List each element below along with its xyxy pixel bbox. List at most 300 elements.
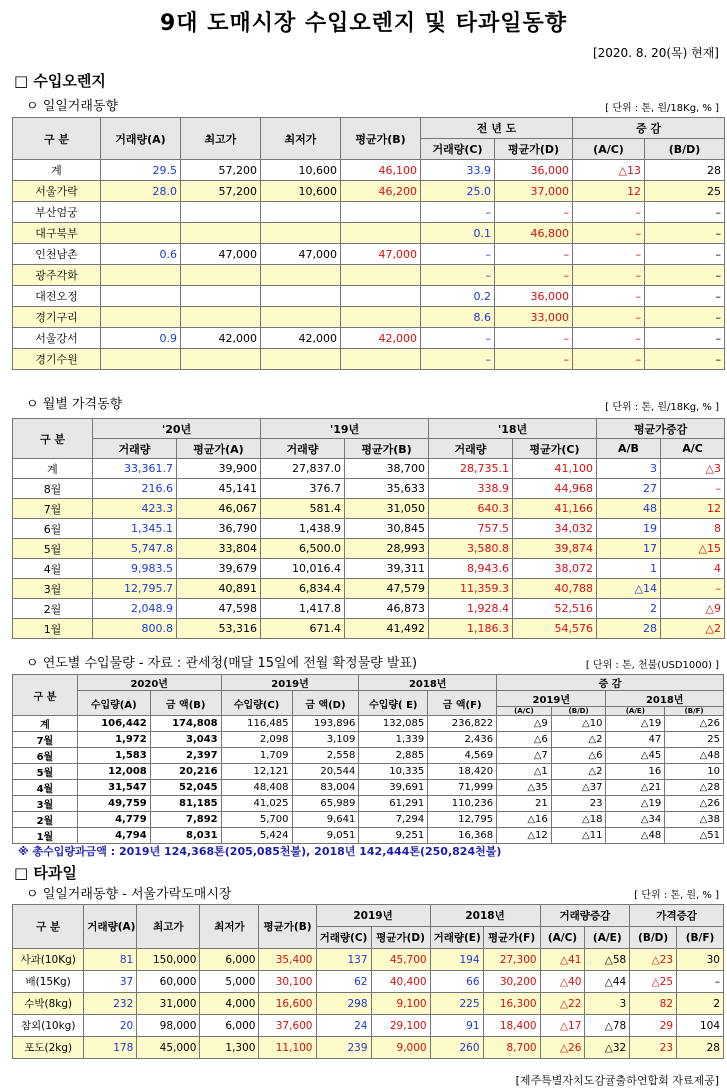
volume-2018: 640.3 — [429, 499, 513, 519]
prev-avg-d: – — [495, 244, 573, 265]
other-fruit-table — [12, 904, 724, 1059]
header-prev-volume: 거래량(C) — [421, 139, 495, 160]
amount-2019: 2,558 — [292, 748, 359, 764]
change-bd: △11 — [551, 828, 606, 844]
month-label: 5월 — [13, 539, 93, 559]
change-ac: – — [573, 286, 645, 307]
month-label: 6월 — [13, 748, 78, 764]
header-ac: (A/C) — [573, 139, 645, 160]
avg-price-b — [341, 307, 421, 328]
change-ac: △9 — [497, 716, 552, 732]
month-label: 7월 — [13, 499, 93, 519]
volume-2018: 3,580.8 — [429, 539, 513, 559]
change-bf: △26 — [665, 796, 724, 812]
change-bf: 25 — [665, 732, 724, 748]
max-price — [181, 223, 261, 244]
change-ab: 19 — [597, 519, 661, 539]
avg-price-2019: 31,050 — [345, 499, 429, 519]
data-source: [제주특별자치도감귤출하연합회 자료제공] — [515, 1074, 719, 1087]
change-bf: 30 — [677, 949, 724, 971]
amount-2019: 65,989 — [292, 796, 359, 812]
table-row — [13, 828, 724, 844]
market-name: 인천남촌 — [13, 244, 101, 265]
avg-price-b — [341, 349, 421, 370]
change-ac: – — [573, 307, 645, 328]
change-ac: △9 — [661, 599, 725, 619]
table-row — [13, 244, 725, 265]
volume-2019: 24 — [316, 1015, 371, 1037]
avg-price-2019: 30,845 — [345, 519, 429, 539]
header-volume-change: 거래량증감 — [540, 905, 630, 927]
amount-2020: 174,808 — [150, 716, 221, 732]
change-ac: – — [573, 328, 645, 349]
change-bf: – — [677, 971, 724, 993]
header-ae: (A/E) — [606, 707, 665, 716]
change-bf: △26 — [665, 716, 724, 732]
header-max-price: 최고가 — [181, 118, 261, 160]
header-volume: 거래량 — [429, 439, 513, 459]
volume-2019: 137 — [316, 949, 371, 971]
header-2018: 2018년 — [430, 905, 540, 927]
min-price — [261, 202, 341, 223]
prev-avg-d: 36,000 — [495, 160, 573, 181]
month-label: 8월 — [13, 479, 93, 499]
amount-2019: 20,544 — [292, 764, 359, 780]
avg-price-2020: 40,891 — [177, 579, 261, 599]
avg-price-2019: 46,873 — [345, 599, 429, 619]
table-row — [13, 559, 725, 579]
change-bd: – — [645, 202, 725, 223]
month-label: 4월 — [13, 559, 93, 579]
change-bd: 23 — [630, 1037, 677, 1059]
avg-price-2018: 40,788 — [513, 579, 597, 599]
volume-a: 0.6 — [101, 244, 181, 265]
prev-volume-c: – — [421, 349, 495, 370]
qty-2018: 10,335 — [359, 764, 428, 780]
table-row — [13, 993, 724, 1015]
table-row — [13, 949, 724, 971]
volume-2020: 5,747.8 — [93, 539, 177, 559]
table-row — [13, 748, 724, 764]
volume-2019: 239 — [316, 1037, 371, 1059]
table-row — [13, 286, 725, 307]
amount-2019: 83,004 — [292, 780, 359, 796]
header-avg-price: 평균가(B) — [259, 905, 316, 949]
min-price: 1,300 — [200, 1037, 259, 1059]
volume-2020: 2,048.9 — [93, 599, 177, 619]
volume-2020: 423.3 — [93, 499, 177, 519]
section-import-orange: □ 수입오렌지 — [14, 72, 106, 90]
amount-2020: 20,216 — [150, 764, 221, 780]
qty-2019: 41,025 — [221, 796, 292, 812]
header-change-2018: 2018년 — [606, 691, 724, 707]
header-ac: (A/C) — [497, 707, 552, 716]
avg-price-2020: 36,790 — [177, 519, 261, 539]
change-ae: △32 — [585, 1037, 630, 1059]
avg-price-b: 16,600 — [259, 993, 316, 1015]
change-ac: △40 — [540, 971, 585, 993]
avg-price-b — [341, 286, 421, 307]
header-ab: A/B — [597, 439, 661, 459]
change-ab: 48 — [597, 499, 661, 519]
change-ac: △22 — [540, 993, 585, 1015]
prev-avg-d: – — [495, 349, 573, 370]
volume-a: 37 — [84, 971, 137, 993]
change-ab: 17 — [597, 539, 661, 559]
header-qty-e: 수입량( E) — [359, 691, 428, 716]
change-ac: △15 — [661, 539, 725, 559]
min-price: 5,000 — [200, 971, 259, 993]
header-ac: (A/C) — [540, 927, 585, 949]
qty-2019: 5,424 — [221, 828, 292, 844]
avg-price-2018: 44,968 — [513, 479, 597, 499]
header-bf: (B/F) — [665, 707, 724, 716]
volume-2018: 225 — [430, 993, 483, 1015]
change-ac: – — [573, 349, 645, 370]
prev-volume-c: – — [421, 244, 495, 265]
table-row — [13, 732, 724, 748]
change-bd: – — [645, 223, 725, 244]
avg-price-2019: 45,700 — [371, 949, 430, 971]
avg-price-b — [341, 223, 421, 244]
table-row — [13, 265, 725, 286]
change-bd: – — [645, 286, 725, 307]
change-ac: △35 — [497, 780, 552, 796]
max-price — [181, 286, 261, 307]
min-price: 10,600 — [261, 160, 341, 181]
avg-price-2018: 30,200 — [483, 971, 540, 993]
change-ae: 47 — [606, 732, 665, 748]
prev-volume-c: 33.9 — [421, 160, 495, 181]
volume-2020: 9,983.5 — [93, 559, 177, 579]
header-avg-d: 평균가(D) — [371, 927, 430, 949]
header-amt-f: 금 액(F) — [428, 691, 497, 716]
table-row — [13, 160, 725, 181]
fruit-name: 수박(8kg) — [13, 993, 84, 1015]
volume-a — [101, 349, 181, 370]
avg-price-2019: 29,100 — [371, 1015, 430, 1037]
volume-2018: 1,186.3 — [429, 619, 513, 639]
qty-2019: 2,098 — [221, 732, 292, 748]
import-volume-table — [12, 674, 724, 844]
change-ac: – — [661, 479, 725, 499]
header-amt-d: 금 액(D) — [292, 691, 359, 716]
change-bd: – — [645, 328, 725, 349]
month-label: 1월 — [13, 828, 78, 844]
header-prev-avg: 평균가(D) — [495, 139, 573, 160]
min-price: 4,000 — [200, 993, 259, 1015]
volume-a: 29.5 — [101, 160, 181, 181]
volume-2019: 10,016.4 — [261, 559, 345, 579]
change-bd: △25 — [630, 971, 677, 993]
volume-2019: 1,438.9 — [261, 519, 345, 539]
volume-2019: 298 — [316, 993, 371, 1015]
min-price — [261, 265, 341, 286]
min-price: 6,000 — [200, 949, 259, 971]
table-row — [13, 519, 725, 539]
avg-price-2018: 34,032 — [513, 519, 597, 539]
change-ae: 16 — [606, 764, 665, 780]
avg-price-2019: 47,579 — [345, 579, 429, 599]
avg-price-2018: 52,516 — [513, 599, 597, 619]
change-ac: △3 — [661, 459, 725, 479]
change-ae: △58 — [585, 949, 630, 971]
header-2020: 2020년 — [77, 675, 221, 691]
avg-price-2018: 41,100 — [513, 459, 597, 479]
avg-price-2019: 9,100 — [371, 993, 430, 1015]
avg-price-2019: 9,000 — [371, 1037, 430, 1059]
amount-2020: 81,185 — [150, 796, 221, 812]
market-name: 서울강서 — [13, 328, 101, 349]
change-ac: 21 — [497, 796, 552, 812]
qty-2019: 12,121 — [221, 764, 292, 780]
prev-volume-c: – — [421, 265, 495, 286]
fruit-name: 배(15Kg) — [13, 971, 84, 993]
monthly-unit: [ 단위 : 톤, 원/18Kg, % ] — [605, 402, 719, 413]
header-gubun: 구 분 — [13, 905, 84, 949]
qty-2018: 9,251 — [359, 828, 428, 844]
change-bf: △38 — [665, 812, 724, 828]
amount-2018: 110,236 — [428, 796, 497, 812]
daily-trade-table — [12, 117, 725, 370]
change-bf: 10 — [665, 764, 724, 780]
change-ac: △17 — [540, 1015, 585, 1037]
table-row — [13, 307, 725, 328]
monthly-price-table — [12, 418, 725, 639]
change-bf: △48 — [665, 748, 724, 764]
change-bd: – — [645, 265, 725, 286]
table-row — [13, 619, 725, 639]
avg-price-2019: 40,400 — [371, 971, 430, 993]
table-row — [13, 499, 725, 519]
table-row — [13, 539, 725, 559]
header-avg-f: 평균가(F) — [483, 927, 540, 949]
import-subtitle: ㅇ 연도별 수입물량 - 자료 : 관세청(매달 15일에 전월 확정물량 발표) — [26, 656, 418, 671]
change-ac: △7 — [497, 748, 552, 764]
change-ac: – — [573, 223, 645, 244]
avg-price-b: 37,600 — [259, 1015, 316, 1037]
avg-price-2018: 18,400 — [483, 1015, 540, 1037]
change-ae: △21 — [606, 780, 665, 796]
volume-a — [101, 286, 181, 307]
volume-a — [101, 307, 181, 328]
volume-2019: 6,834.4 — [261, 579, 345, 599]
qty-2019: 116,485 — [221, 716, 292, 732]
avg-price-b: 47,000 — [341, 244, 421, 265]
table-row — [13, 796, 724, 812]
amount-2020: 3,043 — [150, 732, 221, 748]
change-bd: △23 — [630, 949, 677, 971]
header-min-price: 최저가 — [261, 118, 341, 160]
table-row — [13, 971, 724, 993]
qty-2020: 12,008 — [77, 764, 150, 780]
prev-volume-c: 8.6 — [421, 307, 495, 328]
prev-avg-d: 46,800 — [495, 223, 573, 244]
table-row — [13, 223, 725, 244]
header-avg-b: 평균가(B) — [345, 439, 429, 459]
table-row — [13, 349, 725, 370]
month-label: 계 — [13, 459, 93, 479]
table-row — [13, 202, 725, 223]
month-label: 6월 — [13, 519, 93, 539]
max-price: 150,000 — [137, 949, 200, 971]
max-price: 42,000 — [181, 328, 261, 349]
header-gubun: 구 분 — [13, 675, 78, 716]
prev-volume-c: – — [421, 328, 495, 349]
qty-2020: 49,759 — [77, 796, 150, 812]
change-bf: 2 — [677, 993, 724, 1015]
header-avg-change: 평균가증감 — [597, 419, 725, 439]
avg-price-2019: 39,311 — [345, 559, 429, 579]
qty-2019: 48,408 — [221, 780, 292, 796]
header-2018: '18년 — [429, 419, 597, 439]
amount-2018: 18,420 — [428, 764, 497, 780]
market-name: 서울가락 — [13, 181, 101, 202]
header-change: 증 감 — [573, 118, 725, 139]
table-row — [13, 812, 724, 828]
fruit-name: 포도(2kg) — [13, 1037, 84, 1059]
avg-price-2018: 38,072 — [513, 559, 597, 579]
volume-a: 20 — [84, 1015, 137, 1037]
volume-2018: 757.5 — [429, 519, 513, 539]
max-price — [181, 307, 261, 328]
table-row — [13, 1015, 724, 1037]
qty-2020: 4,794 — [77, 828, 150, 844]
volume-2018: 66 — [430, 971, 483, 993]
amount-2018: 71,999 — [428, 780, 497, 796]
qty-2020: 1,972 — [77, 732, 150, 748]
min-price — [261, 307, 341, 328]
change-ae: △44 — [585, 971, 630, 993]
header-2019: 2019년 — [221, 675, 359, 691]
min-price — [261, 349, 341, 370]
amount-2018: 16,368 — [428, 828, 497, 844]
volume-2019: 581.4 — [261, 499, 345, 519]
change-ac: – — [573, 202, 645, 223]
page-title: 9대 도매시장 수입오렌지 및 타과일동향 — [160, 11, 567, 36]
max-price: 57,200 — [181, 160, 261, 181]
header-bd: (B/D) — [630, 927, 677, 949]
prev-avg-d: – — [495, 202, 573, 223]
volume-2020: 33,361.7 — [93, 459, 177, 479]
change-bd: – — [645, 307, 725, 328]
header-avg-c: 평균가(C) — [513, 439, 597, 459]
change-bd: – — [645, 244, 725, 265]
change-ae: △45 — [606, 748, 665, 764]
avg-price-2018: 41,166 — [513, 499, 597, 519]
volume-2020: 12,795.7 — [93, 579, 177, 599]
change-ac: – — [661, 579, 725, 599]
month-label: 계 — [13, 716, 78, 732]
header-ac: A/C — [661, 439, 725, 459]
change-ac: △2 — [661, 619, 725, 639]
avg-price-2019: 35,633 — [345, 479, 429, 499]
change-bd: 29 — [630, 1015, 677, 1037]
avg-price-2018: 54,576 — [513, 619, 597, 639]
header-2019: '19년 — [261, 419, 429, 439]
header-change: 증 감 — [497, 675, 724, 691]
amount-2019: 193,896 — [292, 716, 359, 732]
volume-2018: 91 — [430, 1015, 483, 1037]
qty-2018: 7,294 — [359, 812, 428, 828]
header-avg-a: 평균가(A) — [177, 439, 261, 459]
volume-2020: 800.8 — [93, 619, 177, 639]
max-price — [181, 265, 261, 286]
volume-2019: 1,417.8 — [261, 599, 345, 619]
table-row — [13, 181, 725, 202]
qty-2018: 132,085 — [359, 716, 428, 732]
table-row — [13, 716, 724, 732]
volume-2020: 1,345.1 — [93, 519, 177, 539]
volume-2018: 11,359.3 — [429, 579, 513, 599]
change-ac: △12 — [497, 828, 552, 844]
volume-2020: 216.6 — [93, 479, 177, 499]
avg-price-b: 46,100 — [341, 160, 421, 181]
min-price: 47,000 — [261, 244, 341, 265]
amount-2019: 9,051 — [292, 828, 359, 844]
min-price — [261, 223, 341, 244]
volume-2019: 6,500.0 — [261, 539, 345, 559]
qty-2018: 1,339 — [359, 732, 428, 748]
amount-2018: 4,569 — [428, 748, 497, 764]
change-bd: 23 — [551, 796, 606, 812]
min-price: 42,000 — [261, 328, 341, 349]
report-date: [2020. 8. 20(목) 현재] — [592, 46, 719, 60]
fruit-name: 참외(10kg) — [13, 1015, 84, 1037]
volume-a — [101, 202, 181, 223]
volume-a: 28.0 — [101, 181, 181, 202]
header-price-change: 가격증감 — [630, 905, 724, 927]
fruit-name: 사과(10Kg) — [13, 949, 84, 971]
prev-volume-c: 25.0 — [421, 181, 495, 202]
table-row — [13, 764, 724, 780]
max-price — [181, 202, 261, 223]
change-ae: △34 — [606, 812, 665, 828]
market-name: 계 — [13, 160, 101, 181]
volume-2018: 8,943.6 — [429, 559, 513, 579]
other-subtitle: ㅇ 일일거래동향 - 서울가락도매시장 — [26, 887, 232, 902]
prev-volume-c: 0.2 — [421, 286, 495, 307]
month-label: 3월 — [13, 796, 78, 812]
amount-2018: 236,822 — [428, 716, 497, 732]
avg-price-2020: 47,598 — [177, 599, 261, 619]
max-price: 98,000 — [137, 1015, 200, 1037]
qty-2020: 31,547 — [77, 780, 150, 796]
import-unit: [ 단위 : 톤, 천불(USD1000) ] — [585, 660, 719, 671]
volume-2019: 671.4 — [261, 619, 345, 639]
min-price — [261, 286, 341, 307]
volume-2018: 260 — [430, 1037, 483, 1059]
avg-price-2020: 46,067 — [177, 499, 261, 519]
header-vol-c: 거래량(C) — [316, 927, 371, 949]
header-bd: (B/D) — [645, 139, 725, 160]
qty-2018: 61,291 — [359, 796, 428, 812]
market-name: 경기수원 — [13, 349, 101, 370]
volume-a: 0.9 — [101, 328, 181, 349]
prev-avg-d: 37,000 — [495, 181, 573, 202]
change-ac: 12 — [661, 499, 725, 519]
avg-price-2020: 33,804 — [177, 539, 261, 559]
prev-avg-d: – — [495, 265, 573, 286]
volume-2019: 27,837.0 — [261, 459, 345, 479]
avg-price-2018: 27,300 — [483, 949, 540, 971]
change-ab: 3 — [597, 459, 661, 479]
change-ab: 2 — [597, 599, 661, 619]
import-total-note: ※ 총수입량과금액 : 2019년 124,368톤(205,085천불), 2018년 142,444톤(250,824천불) — [18, 845, 502, 858]
avg-price-b: 42,000 — [341, 328, 421, 349]
avg-price-b — [341, 202, 421, 223]
table-row — [13, 780, 724, 796]
